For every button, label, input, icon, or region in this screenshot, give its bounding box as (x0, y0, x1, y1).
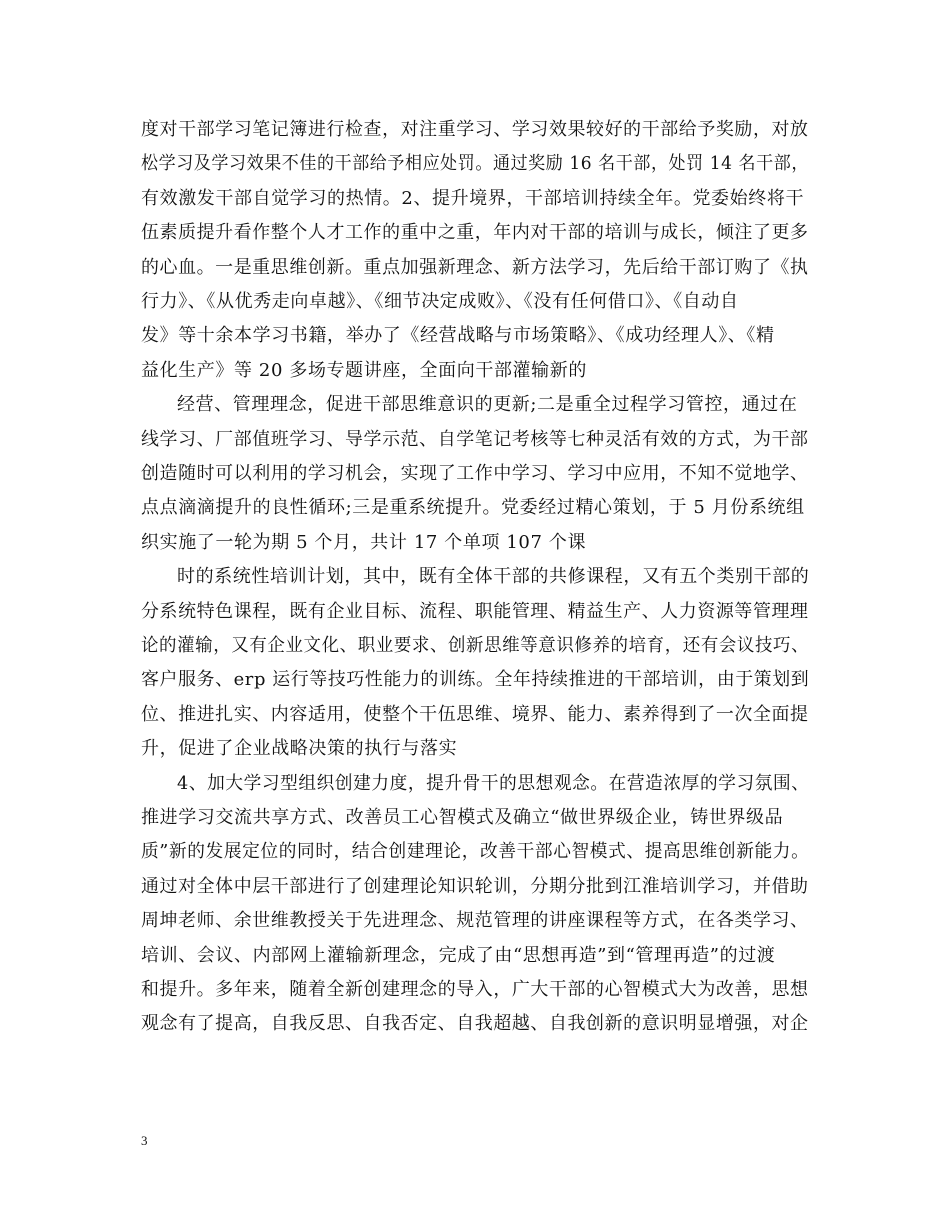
text-line: 发》等十余本学习书籍，举办了《经营战略与市场策略》、《成功经理人》、《精 (141, 325, 775, 346)
text-line: 时的系统性培训计划，其中，既有全体干部的共修课程，又有五个类别干部的 (177, 566, 810, 587)
text-line: 和提升。多年来，随着全新创建理念的导入，广大干部的心智模式大为改善，思想 (141, 979, 809, 1000)
text-line: 周坤老师、余世维教授关于先进理念、规范管理的讲座课程等方式，在各类学习、 (141, 910, 809, 931)
text-line: 推进学习交流共享方式、改善员工心智模式及确立“做世界级企业，铸世界级品 (141, 807, 784, 828)
text-line: 益化生产》等 20 多场专题讲座，全面向干部灌输新的 (141, 360, 587, 381)
text-line: 分系统特色课程，既有企业目标、流程、职能管理、精益生产、人力资源等管理理 (141, 601, 809, 622)
page-number: 3 (141, 1133, 148, 1148)
text-line: 升，促进了企业战略决策的执行与落实 (141, 738, 458, 759)
text-line: 位、推进扎实、内容适用，使整个干伍思维、境界、能力、素养得到了一次全面提 (141, 704, 809, 725)
text-line: 伍素质提升看作整个人才工作的重中之重，年内对干部的培训与成长，倾注了更多 (141, 222, 809, 243)
text-line: 织实施了一轮为期 5 个月，共计 17 个单项 107 个课 (141, 532, 587, 553)
text-line: 论的灌输，又有企业文化、职业要求、创新思维等意识修养的培育，还有会议技巧、 (141, 635, 810, 656)
text-line: 有效激发干部自觉学习的热情。2、提升境界，干部培训持续全年。党委始终将干 (141, 188, 805, 209)
text-line: 行力》、《从优秀走向卓越》、《细节决定成败》、《没有任何借口》、《自动自 (141, 291, 739, 312)
text-line: 客户服务、erp 运行等技巧性能力的训练。全年持续推进的干部培训，由于策划到 (141, 669, 810, 690)
text-line: 度对干部学习笔记簿进行检查，对注重学习、学习效果较好的干部给予奖励，对放 (141, 119, 809, 140)
text-line: 松学习及学习效果不佳的干部给予相应处罚。通过奖励 16 名干部，处罚 14 名干部， (141, 153, 809, 174)
text-line: 观念有了提高，自我反思、自我否定、自我超越、自我创新的意识明显增强，对企 (141, 1013, 809, 1034)
text-line: 线学习、厂部值班学习、导学示范、自学笔记考核等七种灵活有效的方式，为干部 (141, 429, 809, 450)
text-line: 培训、会议、内部网上灌输新理念，完成了由“思想再造”到“管理再造”的过渡 (141, 945, 776, 966)
text-line: 4、加大学习型组织创建力度，提升骨干的思想观念。在营造浓厚的学习氛围、 (177, 773, 810, 794)
text-line: 点点滴滴提升的良性循环;三是重系统提升。党委经过精心策划，于 5 月份系统组 (141, 497, 805, 518)
text-line: 经营、管理理念，促进干部思维意识的更新;二是重全过程学习管控，通过在 (177, 394, 798, 415)
text-line: 质”新的发展定位的同时，结合创建理论，改善干部心智模式、提高思维创新能力。 (141, 841, 810, 862)
text-line: 的心血。一是重思维创新。重点加强新理念、新方法学习，先后给干部订购了《执 (141, 257, 809, 278)
text-line: 创造随时可以利用的学习机会，实现了工作中学习、学习中应用，不知不觉地学、 (141, 463, 809, 484)
text-line: 通过对全体中层干部进行了创建理论知识轮训，分期分批到江淮培训学习，并借助 (141, 876, 809, 897)
